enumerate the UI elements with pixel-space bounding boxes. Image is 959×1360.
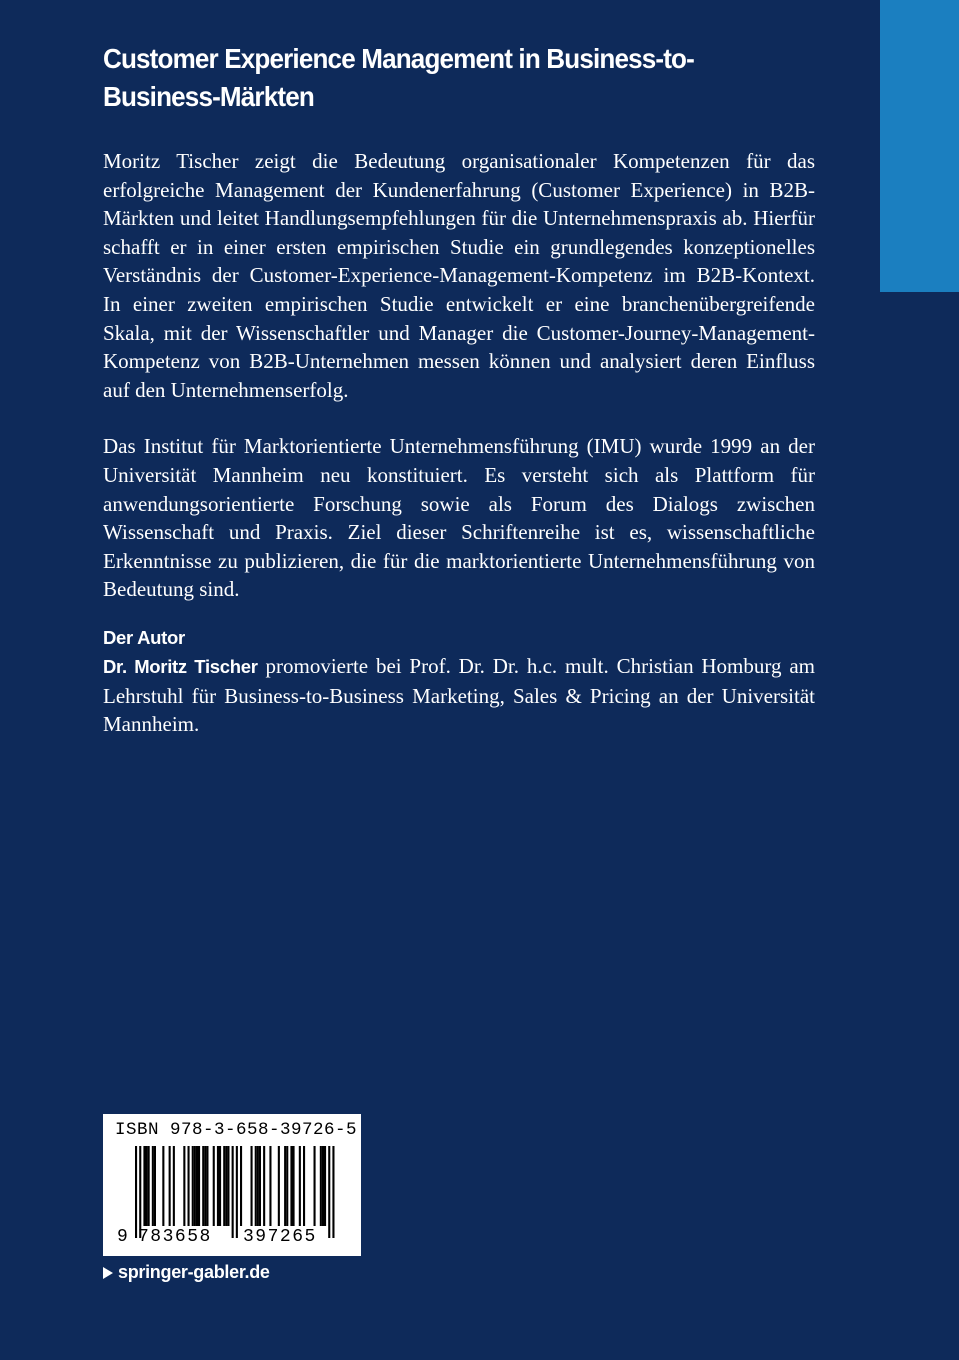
accent-strip — [880, 0, 959, 292]
barcode-bar — [259, 1146, 261, 1226]
barcode-bar — [257, 1146, 259, 1226]
barcode-bar — [152, 1146, 154, 1226]
barcode-bar — [213, 1146, 215, 1226]
barcode-bar — [314, 1146, 316, 1226]
isbn-barcode — [103, 1114, 361, 1256]
barcode-bar — [290, 1146, 292, 1226]
back-cover-text — [103, 40, 815, 739]
barcode-bar — [324, 1146, 326, 1226]
barcode-bar — [232, 1146, 234, 1238]
barcode-bar — [143, 1146, 145, 1226]
institute-paragraph: Das Institut für Marktorientierte Unternehmensführung (IMU) wurde 1999 an der Universität Mannheim neu konstituiert. Es versteht sich als Plattform für anwendungsorientierte Forschung sowie als Forum des Dialogs zwischen Wissenschaft und Praxis. Ziel dieser Schriftenreihe ist es, wissenschaftliche Erkenntnisse zu publizieren, die für die marktorientierte Unternehmensführung von Bedeutung sind. — [103, 434, 815, 602]
barcode-bar — [236, 1146, 238, 1238]
barcode-bar — [217, 1146, 219, 1226]
description-paragraph: Moritz Tischer zeigt die Bedeutung organisationaler Kompetenzen für das erfolgreiche Management der Kundenerfahrung (Customer Experience) in B2B-Märkten und leitet Handlungsempfehlungen für die Unternehmenspraxis ab. Hierfür schafft er in einer ersten empirischen Studie ein grundlegendes konzeptionelles Verständnis der Customer-Experience-Management-Kompetenz im B2B-Kontext. In einer zweiten empirischen Studie entwickelt er eine branchenübergreifende Skala, mit der Wissenschaftler und Manager die Customer-Journey-Management-Kompetenz von B2B-Unternehmen messen können und analysiert deren Einfluss auf den Unternehmenserfolg. — [103, 149, 815, 402]
barcode-bar — [293, 1146, 295, 1226]
barcode-bar — [286, 1146, 288, 1226]
barcode-bar — [251, 1146, 253, 1226]
barcode-bar — [240, 1146, 242, 1226]
ean-digits — [103, 1227, 361, 1251]
barcode-bar — [202, 1146, 204, 1226]
barcode-bar — [303, 1146, 305, 1226]
isbn-label: ISBN 978-3-658-39726-5 — [115, 1120, 358, 1140]
barcode-bar — [263, 1146, 265, 1226]
barcode-bar — [299, 1146, 301, 1226]
barcode-bar — [139, 1146, 141, 1238]
barcode-bar — [223, 1146, 225, 1226]
barcode-bar — [206, 1146, 208, 1226]
barcode-bar — [194, 1146, 196, 1226]
author-bio-text: promovierte bei Prof. Dr. Dr. h.c. mult. Christian Homburg am Lehrstuhl für Business-to-Business Marketing, Sales & Pricing an der Universität Mannheim. — [103, 653, 815, 737]
barcode-bar — [173, 1146, 175, 1226]
barcode-bar — [198, 1146, 200, 1226]
barcode-bar — [162, 1146, 164, 1226]
barcode-bar — [278, 1146, 280, 1226]
barcode-bar — [219, 1146, 221, 1226]
author-bio — [103, 652, 815, 739]
barcode-bar — [255, 1146, 257, 1226]
barcode-bar — [146, 1146, 148, 1226]
barcode-bar — [227, 1146, 229, 1226]
ean-left-group: 783658 — [138, 1227, 212, 1247]
author-name: Dr. Moritz Tischer — [103, 655, 258, 677]
barcode-bar — [225, 1146, 227, 1226]
barcode-bar — [192, 1146, 194, 1226]
barcode-bar — [135, 1146, 137, 1238]
publisher-url: springer-gabler.de — [118, 1262, 270, 1282]
book-title: Customer Experience Management in Business-to-Business-Märkten — [103, 43, 694, 112]
barcode-bar — [154, 1146, 156, 1226]
barcode-bar — [320, 1146, 322, 1226]
ean-right-group: 397265 — [243, 1227, 317, 1247]
barcode-bar — [188, 1146, 190, 1226]
barcode-bar — [328, 1146, 330, 1238]
publisher-link[interactable] — [103, 1262, 270, 1283]
barcode-bar — [204, 1146, 206, 1226]
barcode-bar — [284, 1146, 286, 1226]
arrow-right-icon — [103, 1267, 113, 1279]
barcode-bar — [169, 1146, 171, 1226]
author-heading: Der Autor — [103, 626, 185, 648]
barcode-bar — [148, 1146, 150, 1226]
barcode-bar — [322, 1146, 324, 1226]
barcode-bar — [332, 1146, 334, 1238]
barcode-bar — [196, 1146, 198, 1226]
ean-first-digit: 9 — [117, 1227, 128, 1247]
barcode-bar — [183, 1146, 185, 1226]
barcode-bar — [269, 1146, 271, 1226]
